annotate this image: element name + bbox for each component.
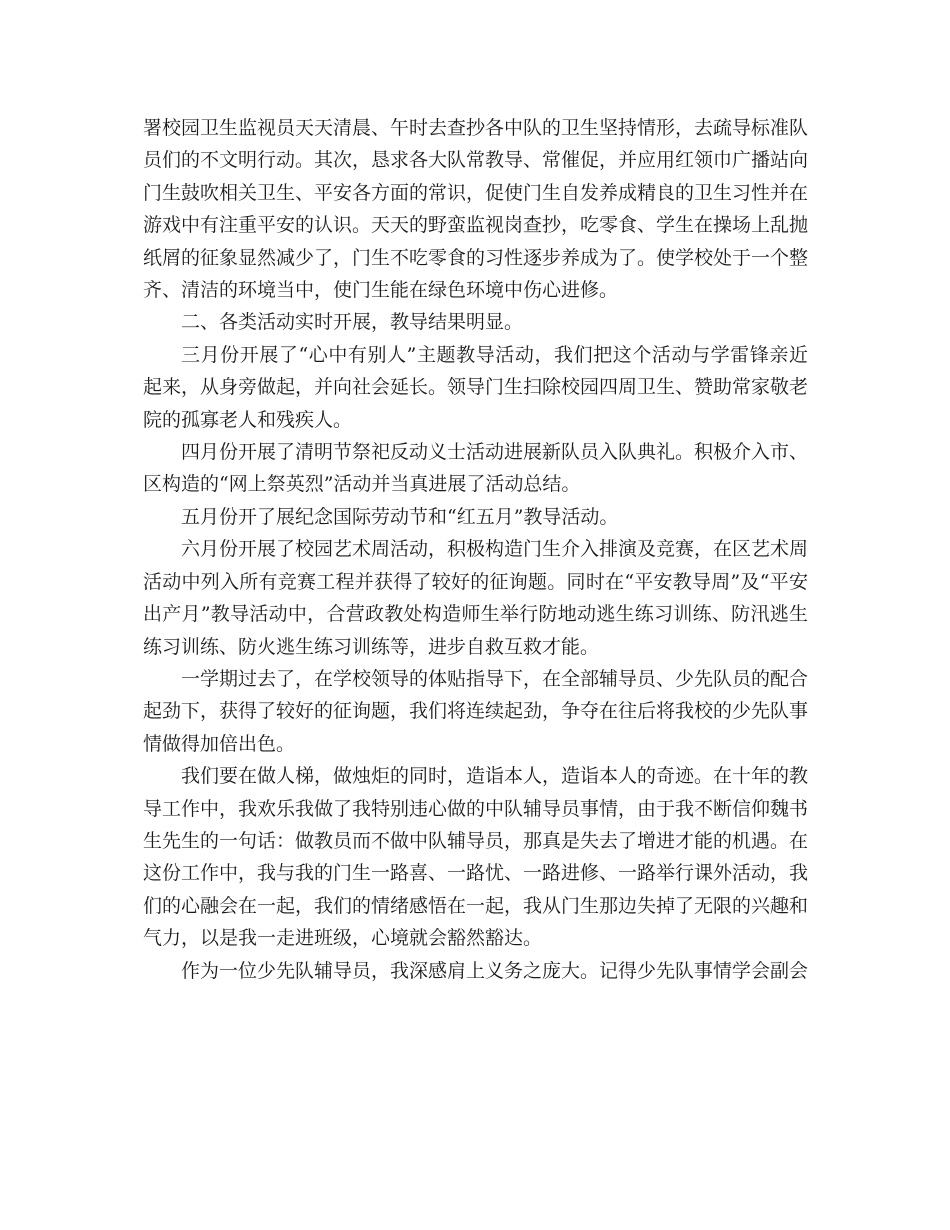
paragraph-may: 五月份开了展纪念国际劳动节和“红五月”教导活动。 xyxy=(181,505,619,528)
paragraph-june: 六月份开展了校园艺术周活动，积极构造门生介入排演及竞赛，在区艺术周活动中列入所有竞赛工程并获得了较好的征询题。同时在“平安教导周”及“平安出产月”教导活动中，合营政教处构造师生举行防地动逃生练习训练、防汛逃生练习训练、防火逃生练习训练等，进步自救互救才能。 xyxy=(143,538,809,658)
paragraph-reflection: 我们要在做人梯，做烛炬的同时，造诣本人，造诣本人的奇迹。在十年的教导工作中，我欢乐我做了我特别违心做的中队辅导员事情，由于我不断信仰魏书生先生的一句话：做教员而不做中队辅导员，那真是失去了增进才能的机遇。在这份工作中，我与我的门生一路喜、一路忧、一路进修、一路举行课外活动，我们的心融会在一起，我们的情绪感悟在一起，我从门生那边失掉了无限的兴趣和气力，以是我一走进班级，心境就会豁然豁达。 xyxy=(143,765,809,950)
paragraph-march: 三月份开展了“心中有别人”主题教导活动，我们把这个活动与学雷锋亲近起来，从身旁做起，并向社会延长。领导门生扫除校园四周卫生、赞助常家敬老院的孤寡老人和残疾人。 xyxy=(143,343,809,431)
document-body xyxy=(143,112,808,987)
paragraph-continuation: 署校园卫生监视员天天清晨、午时去查抄各中队的卫生坚持情形，去疏导标准队员们的不文明行动。其次，恳求各大队常教导、常催促，并应用红领巾广播站向门生鼓吹相关卫生、平安各方面的常识，促使门生自发养成精良的卫生习性并在游戏中有注重平安的认识。天天的野蛮监视岗查抄，吃零食、学生在操场上乱抛纸屑的征象显然减少了，门生不吃零食的习性逐步养成为了。使学校处于一个整齐、清洁的环境当中，使门生能在绿色环境中伤心进修。 xyxy=(143,117,809,302)
paragraph-responsibility: 作为一位少先队辅导员，我深感肩上义务之庞大。记得少先队事情学会副会 xyxy=(181,959,809,982)
paragraph-april: 四月份开展了清明节祭祀反动义士活动进展新队员入队典礼。积极介入市、区构造的“网上祭英烈”活动并当真进展了活动总结。 xyxy=(143,441,809,496)
section-heading: 二、各类活动实时开展，教导结果明显。 xyxy=(181,311,524,334)
paragraph-semester-summary: 一学期过去了，在学校领导的体贴指导下，在全部辅导员、少先队员的配合起劲下，获得了较好的征询题，我们将连续起劲，争夺在往后将我校的少先队事情做得加倍出色。 xyxy=(143,667,809,755)
